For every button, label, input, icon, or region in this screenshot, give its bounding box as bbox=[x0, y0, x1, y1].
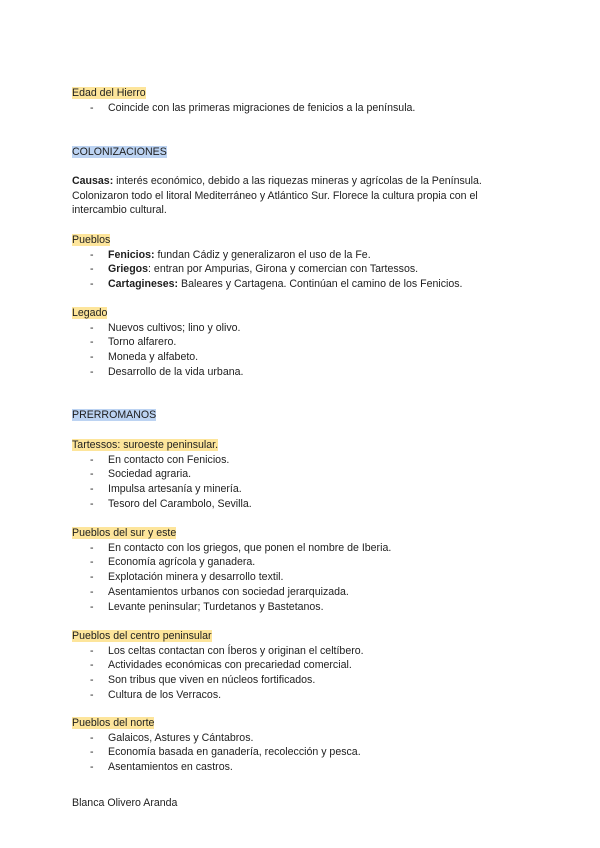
list-item bbox=[72, 335, 540, 350]
list-item-text: Galaicos, Astures y Cántabros. bbox=[108, 731, 254, 744]
list-item bbox=[72, 467, 540, 482]
bullet-dash: - bbox=[90, 336, 94, 349]
bullet-dash: - bbox=[90, 263, 94, 276]
list-item bbox=[72, 658, 540, 673]
title-colonizaciones: COLONIZACIONES bbox=[72, 146, 167, 158]
list-item bbox=[72, 497, 540, 512]
bullet-dash: - bbox=[90, 746, 94, 759]
list-tartessos bbox=[72, 453, 540, 512]
list-sur-este bbox=[72, 541, 540, 615]
list-item bbox=[72, 262, 540, 277]
list-item-text: Son tribus que viven en núcleos fortificados. bbox=[108, 674, 316, 687]
section-tartessos bbox=[72, 438, 540, 512]
causas-line-3: intercambio cultural. bbox=[72, 204, 167, 217]
paragraph-causas bbox=[72, 174, 540, 218]
bullet-dash: - bbox=[90, 541, 94, 554]
heading-norte: Pueblos del norte bbox=[72, 717, 155, 729]
list-item-text: Actividades económicas con precariedad comercial. bbox=[108, 659, 352, 672]
list-item-text: Los celtas contactan con Íberos y originan el celtíbero. bbox=[108, 644, 364, 657]
list-legado bbox=[72, 321, 540, 380]
list-item bbox=[72, 745, 540, 760]
heading-centro: Pueblos del centro peninsular bbox=[72, 630, 212, 642]
item-label: Cartagineses: bbox=[108, 278, 179, 291]
list-item bbox=[72, 644, 540, 659]
list-item bbox=[72, 350, 540, 365]
list-item bbox=[72, 555, 540, 570]
list-item bbox=[72, 321, 540, 336]
list-item-text: Sociedad agraria. bbox=[108, 468, 192, 481]
causas-label: Causas: bbox=[72, 175, 114, 187]
list-item bbox=[72, 688, 540, 703]
bullet-dash: - bbox=[90, 483, 94, 496]
bullet-dash: - bbox=[90, 321, 94, 334]
list-item bbox=[72, 277, 540, 292]
list-item-text: Economía basada en ganadería, recolección y pesca. bbox=[108, 746, 361, 759]
list-item-text: Asentamientos urbanos con sociedad jerarquizada. bbox=[108, 585, 349, 598]
heading-tartessos: Tartessos: suroeste peninsular. bbox=[72, 439, 219, 451]
heading-legado: Legado bbox=[72, 307, 108, 319]
list-item-text: Cultura de los Verracos. bbox=[108, 688, 222, 701]
list-item-text: En contacto con Fenicios. bbox=[108, 453, 230, 466]
list-item bbox=[72, 541, 540, 556]
section-pueblos bbox=[72, 233, 540, 292]
section-legado bbox=[72, 306, 540, 380]
bullet-dash: - bbox=[90, 101, 94, 114]
section-prerromanos-title bbox=[72, 408, 540, 423]
list-item bbox=[72, 482, 540, 497]
bullet-dash: - bbox=[90, 497, 94, 510]
section-centro bbox=[72, 629, 540, 703]
section-edad-hierro bbox=[72, 86, 540, 115]
bullet-dash: - bbox=[90, 731, 94, 744]
title-prerromanos: PRERROMANOS bbox=[72, 409, 157, 421]
list-centro bbox=[72, 644, 540, 703]
bullet-dash: - bbox=[90, 453, 94, 466]
list-item-text: En contacto con los griegos, que ponen el nombre de Iberia. bbox=[108, 541, 392, 554]
bullet-dash: - bbox=[90, 365, 94, 378]
bullet-dash: - bbox=[90, 351, 94, 364]
list-pueblos bbox=[72, 248, 540, 292]
bullet-dash: - bbox=[90, 761, 94, 774]
list-item-text: Coincide con las primeras migraciones de fenicios a la península. bbox=[108, 101, 416, 114]
bullet-dash: - bbox=[90, 644, 94, 657]
item-label: Griegos bbox=[108, 263, 149, 276]
bullet-dash: - bbox=[90, 600, 94, 613]
list-item bbox=[72, 365, 540, 380]
bullet-dash: - bbox=[90, 248, 94, 261]
list-edad-hierro bbox=[72, 101, 540, 116]
list-item-text: Impulsa artesanía y minería. bbox=[108, 483, 242, 496]
list-item bbox=[72, 731, 540, 746]
list-item bbox=[72, 673, 540, 688]
author-name: Blanca Olivero Aranda bbox=[72, 797, 178, 809]
section-sur-este bbox=[72, 526, 540, 614]
list-item-text: Desarrollo de la vida urbana. bbox=[108, 365, 244, 378]
section-colonizaciones-title bbox=[72, 145, 540, 160]
list-item-text: Levante peninsular; Turdetanos y Bastetanos. bbox=[108, 600, 324, 613]
list-item-text: Nuevos cultivos; lino y olivo. bbox=[108, 321, 241, 334]
list-item-text: Explotación minera y desarrollo textil. bbox=[108, 571, 284, 584]
list-item bbox=[72, 101, 540, 116]
bullet-dash: - bbox=[90, 659, 94, 672]
heading-edad-hierro: Edad del Hierro bbox=[72, 87, 146, 99]
bullet-dash: - bbox=[90, 674, 94, 687]
item-text: fundan Cádiz y generalizaron el uso de la Fe. bbox=[154, 248, 371, 261]
list-item bbox=[72, 585, 540, 600]
section-norte bbox=[72, 716, 540, 775]
footer-author bbox=[72, 796, 540, 811]
list-item bbox=[72, 453, 540, 468]
list-item-text: Tesoro del Carambolo, Sevilla. bbox=[108, 497, 252, 510]
list-item bbox=[72, 760, 540, 775]
item-text: Baleares y Cartagena. Continúan el camino de los Fenicios. bbox=[178, 278, 463, 291]
bullet-dash: - bbox=[90, 278, 94, 291]
bullet-dash: - bbox=[90, 571, 94, 584]
bullet-dash: - bbox=[90, 688, 94, 701]
list-norte bbox=[72, 731, 540, 775]
item-text: : entran por Ampurias, Girona y comercian con Tartessos. bbox=[148, 263, 419, 276]
heading-sur-este: Pueblos del sur y este bbox=[72, 527, 177, 539]
list-item-text: Moneda y alfabeto. bbox=[108, 351, 199, 364]
bullet-dash: - bbox=[90, 585, 94, 598]
list-item bbox=[72, 570, 540, 585]
causas-text: interés económico, debido a las riquezas mineras y agrícolas de la Península. bbox=[113, 175, 482, 187]
item-label: Fenicios: bbox=[108, 248, 155, 261]
causas-line-2: Colonizaron todo el litoral Mediterráneo y Atlántico Sur. Florece la cultura propia con el bbox=[72, 189, 478, 202]
list-item bbox=[72, 600, 540, 615]
heading-pueblos: Pueblos bbox=[72, 234, 111, 246]
list-item-text: Torno alfarero. bbox=[108, 336, 177, 349]
list-item-text: Asentamientos en castros. bbox=[108, 761, 233, 774]
bullet-dash: - bbox=[90, 468, 94, 481]
bullet-dash: - bbox=[90, 556, 94, 569]
list-item bbox=[72, 248, 540, 263]
list-item-text: Economía agrícola y ganadera. bbox=[108, 556, 256, 569]
